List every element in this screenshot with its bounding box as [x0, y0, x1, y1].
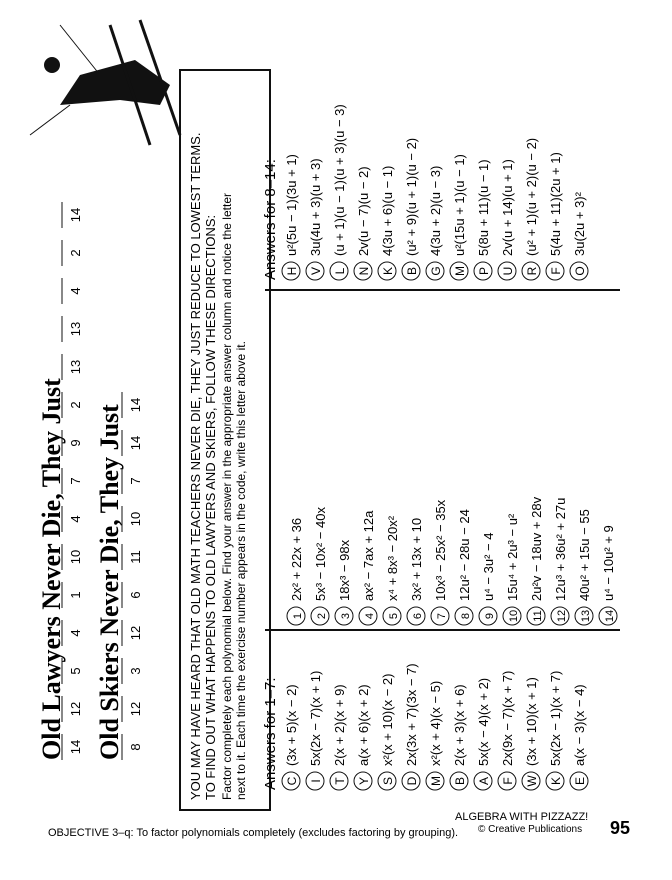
answer-letter: T	[333, 777, 347, 785]
answer-letter: V	[309, 266, 323, 276]
answer-letter: W	[525, 775, 539, 787]
publisher: © Creative Publications	[478, 824, 583, 835]
answer-text: u²(15u + 1)(u − 1)	[452, 154, 467, 256]
code-number: 14	[68, 207, 83, 223]
answer-text: 5x(2x − 1)(x + 7)	[548, 670, 563, 766]
code-number: 4	[68, 515, 83, 523]
exercise-number: 2	[316, 612, 328, 620]
exercise-number: 1	[292, 612, 304, 620]
exercise-polynomial: 2x² + 22x + 36	[289, 517, 304, 601]
code-number: 7	[68, 477, 83, 485]
exercise-number: 3	[340, 612, 352, 620]
exercise-polynomial: 18x³ − 98x	[337, 539, 352, 601]
exercise-polynomial: u⁴ − 10u² + 9	[601, 525, 616, 601]
exercise-number: 14	[604, 609, 616, 623]
exercise-polynomial: 5x³ − 10x² − 40x	[313, 507, 328, 601]
exercise-polynomial: 15u⁴ + 2u³ − u²	[505, 513, 520, 601]
code-number: 13	[68, 321, 83, 337]
code-number: 10	[128, 511, 143, 527]
answer-text: 5x(2x − 7)(x + 1)	[308, 670, 323, 766]
exercise-number: 12	[556, 609, 568, 623]
answer-letter: E	[573, 776, 587, 786]
exercise-polynomial: 12u² − 28u − 24	[457, 509, 472, 601]
exercise-polynomial: u⁴ − 3u² − 4	[481, 532, 496, 601]
answer-text: (3x + 5)(x − 2)	[284, 684, 299, 766]
answer-text: x²(x + 4)(x − 5)	[428, 680, 443, 766]
code-number: 6	[128, 591, 143, 599]
answer-letter: S	[381, 776, 395, 786]
exercise-number: 7	[436, 612, 448, 620]
answer-text: 5(8u + 11)(u − 1)	[476, 159, 491, 256]
answer-text: 5(4u + 11)(2u + 1)	[548, 152, 563, 256]
directions-line-1: YOU MAY HAVE HEARD THAT OLD MATH TEACHERS NEVER DIE, THEY JUST REDUCE TO LOWEST TERMS.	[188, 132, 203, 800]
exercise-polynomial: 10x³ − 25x² − 35x	[433, 499, 448, 601]
answer-text: 3u(4u + 3)(u + 3)	[308, 158, 323, 256]
old-lawyers-title: Old Lawyers Never Die, They Just	[37, 378, 66, 760]
exercise-number: 4	[364, 612, 376, 620]
code-number: 12	[128, 701, 143, 717]
answer-letter: C	[285, 776, 299, 786]
answer-letter: Y	[357, 776, 371, 786]
answer-text: a(x − 3)(x − 4)	[572, 684, 587, 766]
exercise-polynomial: 3x² + 13x + 10	[409, 517, 424, 601]
code-number: 2	[68, 401, 83, 409]
code-number: 13	[68, 359, 83, 375]
objective-text: OBJECTIVE 3–q: To factor polynomials completely (excludes factoring by grouping).	[48, 827, 459, 839]
book-title: ALGEBRA WITH PIZZAZZ!	[455, 811, 589, 823]
answer-text: (u + 1)(u − 1)(u + 3)(u − 3)	[332, 104, 347, 256]
answer-text: 2v(u + 14)(u + 1)	[500, 159, 515, 256]
answer-text: (3x + 10)(x + 1)	[524, 677, 539, 766]
old-skiers-title: Old Skiers Never Die, They Just	[95, 404, 124, 760]
code-number: 4	[68, 287, 83, 295]
exercise-polynomial: 40u² + 15u − 55	[577, 509, 592, 601]
answer-letter: F	[549, 267, 563, 275]
answer-letter: B	[405, 266, 419, 276]
code-number: 4	[68, 629, 83, 637]
answer-letter: K	[549, 776, 563, 786]
code-number: 14	[128, 397, 143, 413]
answer-text: 2x(9x − 7)(x + 7)	[500, 670, 515, 766]
answer-text: (u² + 9)(u + 1)(u − 2)	[404, 137, 419, 256]
answer-letter: M	[429, 776, 443, 786]
answer-text: 2(x + 3)(x + 6)	[452, 684, 467, 766]
directions-line-2: TO FIND OUT WHAT HAPPENS TO OLD LAWYERS AND SKIERS, FOLLOW THESE DIRECTIONS:	[203, 214, 218, 800]
answer-letter: F	[501, 777, 515, 785]
directions-line-3: Factor completely each polynomial below. Find your answer in the appropriate answer column and notice the letter	[220, 193, 234, 800]
answer-letter: A	[477, 776, 491, 786]
exercise-number: 5	[388, 612, 400, 620]
code-number: 14	[128, 435, 143, 451]
code-number: 9	[68, 439, 83, 447]
exercise-polynomial: ax² − 7ax + 12a	[361, 510, 376, 601]
exercise-polynomial: 12u³ + 36u² + 27u	[553, 497, 568, 601]
code-number: 11	[128, 550, 143, 564]
answer-letter: R	[525, 266, 539, 276]
exercise-number: 6	[412, 612, 424, 620]
code-number: 3	[128, 667, 143, 675]
exercise-number: 11	[532, 610, 544, 622]
answer-text: 4(3u + 2)(u − 3)	[428, 165, 443, 256]
exercise-polynomial: x⁴ + 8x³ − 20x²	[385, 515, 400, 601]
answer-text: 2v(u − 7)(u − 2)	[356, 166, 371, 256]
code-number: 7	[128, 477, 143, 485]
exercise-polynomial: 2u²v − 18uv + 28v	[529, 496, 544, 601]
code-number: 10	[68, 549, 83, 565]
exercise-number: 13	[580, 609, 592, 623]
answer-letter: O	[573, 266, 587, 276]
answers-8-14-heading: Answers for 8–14:	[262, 159, 279, 280]
answer-text: u²(5u − 1)(3u + 1)	[284, 154, 299, 256]
answer-text: 3u(2u + 3)²	[572, 192, 587, 256]
answer-text: 5x(x − 4)(x + 2)	[476, 677, 491, 766]
exercise-number: 9	[484, 612, 496, 620]
answer-letter: G	[429, 266, 443, 276]
answer-letter: B	[453, 776, 467, 786]
answer-text: x²(x + 10)(x − 2)	[380, 673, 395, 766]
answer-text: 2(x + 2)(x + 9)	[332, 684, 347, 766]
code-number: 12	[68, 701, 83, 717]
code-number: 2	[68, 249, 83, 257]
answer-letter: M	[453, 266, 467, 276]
code-number: 14	[68, 739, 83, 755]
answers-1-7-heading: Answers for 1–7:	[262, 677, 279, 790]
exercise-number: 10	[508, 609, 520, 623]
answer-text: (u² + 1)(u + 2)(u − 2)	[524, 137, 539, 256]
code-number: 5	[68, 667, 83, 675]
answer-letter: K	[381, 266, 395, 276]
code-number: 12	[128, 625, 143, 641]
answer-text: 2x(3x + 7)(3x − 7)	[404, 663, 419, 766]
answer-letter: P	[477, 266, 491, 276]
answer-letter: U	[501, 266, 515, 276]
answer-text: 4(3u + 6)(u − 1)	[380, 165, 395, 256]
exercise-number: 8	[460, 612, 472, 620]
answer-letter: L	[333, 267, 347, 275]
answer-letter: D	[405, 776, 419, 786]
answer-text: a(x + 6)(x + 2)	[356, 684, 371, 766]
directions-line-4: next to it. Each time the exercise number appears in the code, write this letter above it.	[234, 341, 248, 800]
code-number: 8	[128, 743, 143, 751]
page-number: 95	[610, 818, 631, 838]
answer-letter: N	[357, 266, 371, 276]
answer-letter: I	[309, 779, 323, 783]
answer-letter: H	[285, 266, 299, 276]
code-number: 1	[68, 591, 83, 599]
